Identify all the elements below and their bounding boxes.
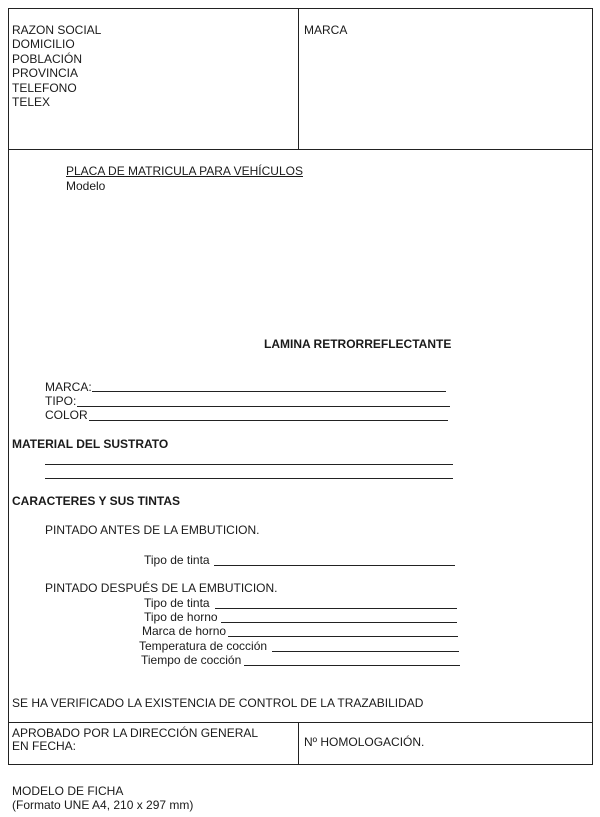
footer-divider bbox=[298, 722, 299, 765]
company-field: DOMICILIO bbox=[12, 37, 75, 52]
oven-brand-field[interactable] bbox=[228, 636, 458, 637]
time-label: Tiempo de cocción bbox=[141, 653, 242, 667]
plate-title: PLACA DE MATRICULA PARA VEHÍCULOS bbox=[66, 164, 303, 178]
sheet-heading: LAMINA RETRORREFLECTANTE bbox=[264, 337, 452, 351]
footer-top-rule bbox=[8, 722, 593, 723]
oven-brand-label: Marca de horno bbox=[142, 624, 227, 638]
caption-title: MODELO DE FICHA bbox=[12, 784, 124, 798]
before-ink-label: Tipo de tinta bbox=[144, 553, 210, 567]
caption-format: (Formato UNE A4, 210 x 297 mm) bbox=[12, 798, 194, 812]
model-label: Modelo bbox=[66, 179, 106, 193]
approved-line-1: APROBADO POR LA DIRECCIÓN GENERAL bbox=[12, 726, 259, 740]
characters-heading: CARACTERES Y SUS TINTAS bbox=[12, 494, 181, 508]
header-bottom-rule bbox=[8, 149, 593, 150]
brand-label: MARCA bbox=[304, 23, 348, 37]
homologation-label: Nº HOMOLOGACIÓN. bbox=[304, 735, 425, 749]
tipo-field[interactable] bbox=[77, 406, 450, 407]
company-field: TELEFONO bbox=[12, 80, 77, 95]
marca-label: MARCA: bbox=[45, 380, 92, 394]
substrate-field-1[interactable] bbox=[45, 464, 453, 465]
marca-field[interactable] bbox=[92, 391, 446, 392]
time-field[interactable] bbox=[244, 665, 460, 666]
company-fields bbox=[12, 23, 101, 109]
company-field: RAZON SOCIAL bbox=[12, 23, 102, 37]
company-field: PROVINCIA bbox=[12, 66, 79, 81]
temperature-label: Temperatura de cocción bbox=[139, 639, 268, 653]
company-field: TELEX bbox=[12, 95, 51, 110]
after-ink-field[interactable] bbox=[215, 608, 457, 609]
oven-type-label: Tipo de horno bbox=[144, 610, 218, 624]
substrate-field-2[interactable] bbox=[45, 478, 453, 479]
company-field: POBLACIÓN bbox=[12, 51, 83, 66]
after-label: PINTADO DESPUÉS DE LA EMBUTICION. bbox=[45, 581, 278, 595]
oven-type-field[interactable] bbox=[221, 622, 457, 623]
tipo-label: TIPO: bbox=[45, 394, 77, 408]
approved-line-2: EN FECHA: bbox=[12, 739, 77, 753]
before-ink-field[interactable] bbox=[214, 565, 455, 566]
temperature-field[interactable] bbox=[272, 651, 459, 652]
after-ink-label: Tipo de tinta bbox=[144, 596, 210, 610]
color-field[interactable] bbox=[89, 420, 448, 421]
color-label: COLOR bbox=[45, 408, 88, 422]
traceability-statement: SE HA VERIFICADO LA EXISTENCIA DE CONTROL DE LA TRAZABILIDAD bbox=[12, 696, 424, 710]
before-label: PINTADO ANTES DE LA EMBUTICION. bbox=[45, 523, 260, 537]
substrate-heading: MATERIAL DEL SUSTRATO bbox=[12, 437, 169, 451]
header-divider bbox=[298, 8, 299, 149]
